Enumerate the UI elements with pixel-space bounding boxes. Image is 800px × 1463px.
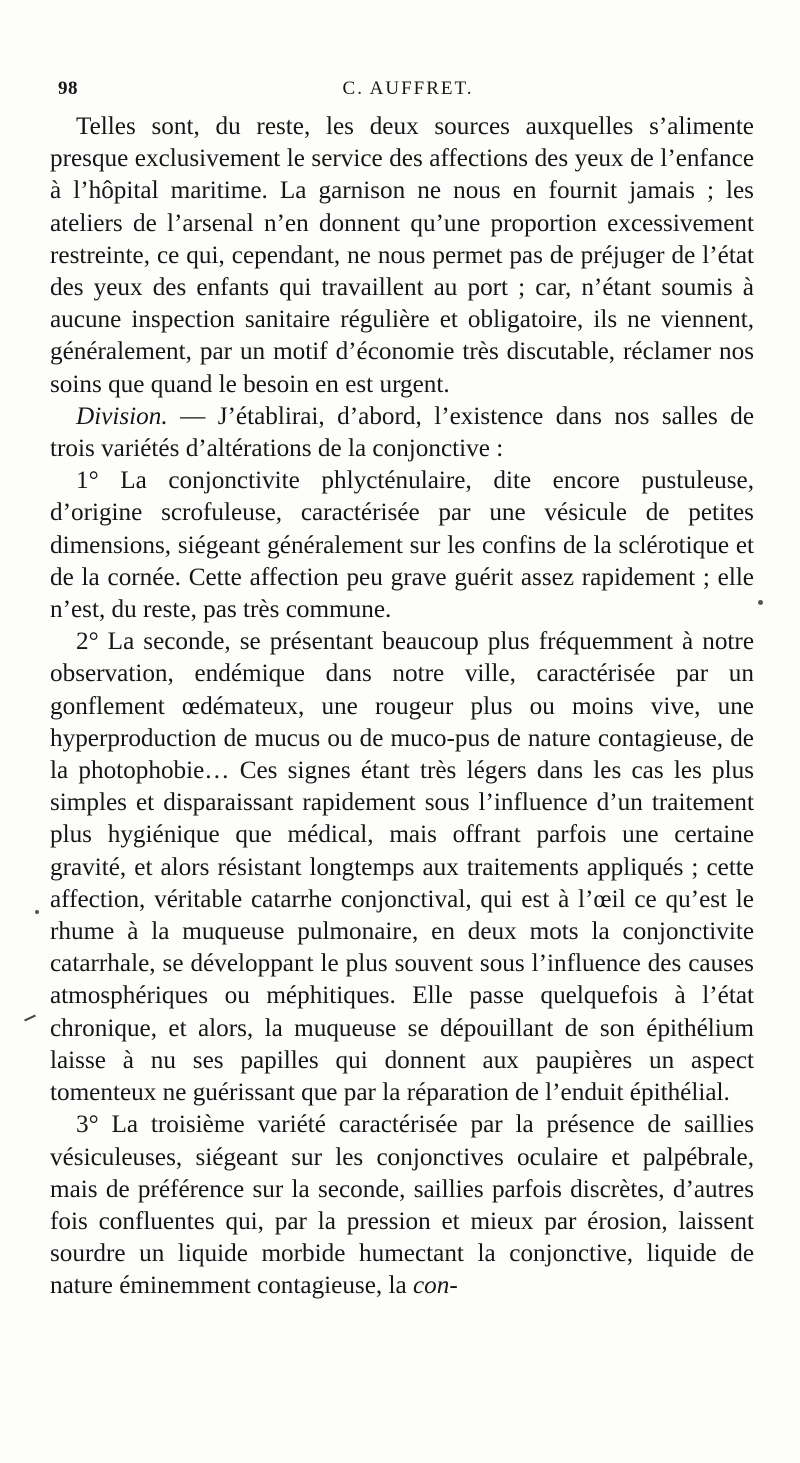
page-number: 98 [58, 78, 78, 99]
paragraph-text: 3° La troisième variété caractérisée par la présence de saillies vésiculeuses, siégeant sur les conjonctives oculaire et palpébrale, mais de préférence sur la seconde, saillies parfois discrètes, d’autres fois confluentes qui, par la pression et mieux par érosion, laissent sourdre un liquide morbide humectant la conjonctive, liquide de nature éminemment contagieuse, la [50, 1111, 754, 1300]
page-header [58, 70, 758, 110]
paragraph [50, 1109, 754, 1302]
body-text [50, 111, 754, 1303]
paragraph [50, 401, 754, 465]
paragraph-text: 1° La conjonctivite phlycténulaire, dite encore pustuleuse, d’origine scrofuleuse, caractérisée par une vésicule de petites dimensions, siégeant généralement sur les confins de la sclérotique et de la cornée. Cette affection peu grave guérit assez rapidement ; elle n’est, du reste, pas très commune. [50, 467, 754, 624]
paragraph [50, 465, 754, 626]
paragraph [50, 111, 754, 401]
paragraph-text: Telles sont, du reste, les deux sources auxquelles s’alimente presque exclusivement le service des affections des yeux de l’enfance à l’hôpital maritime. La garnison ne nous en fournit jamais ; les ateliers de l’arsenal n’en donnent qu’une proportion excessivement restreinte, ce qui, cependant, ne nous permet pas de préjuger de l’état des yeux des enfants qui travaillent au port ; car, n’étant soumis à aucune inspection sanitaire régulière et obligatoire, ils ne viennent, généralement, par un motif d’économie très discutable, réclamer nos soins que quand le besoin en est urgent. [50, 113, 754, 398]
margin-dash-mark [24, 1015, 36, 1022]
paragraph-text: — J’établirai, d’abord, l’existence dans nos salles de trois variétés d’altérations de la conjonctive : [50, 402, 754, 463]
paragraph-text: 2° La seconde, se présentant beaucoup plus fréquemment à notre observation, endémique dans notre ville, caractérisée par un gonflement œdémateux, une rougeur plus ou moins vive, une hyperproduction de mucus ou de muco-pus de nature contagieuse, de la photophobie… Ces signes étant très légers dans les cas les plus simples et disparaissant rapidement sous l’influence d’un traitement plus hygiénique que médical, mais offrant parfois une certaine gravité, et alors résistant longtemps aux traitements appliqués ; cette affection, véritable catarrhe conjonctival, qui est à l’œil ce qu’est le rhume à la muqueuse pulmonaire, en deux mots la conjonctivite catarrhale, se développant le plus souvent sous l’influence des causes atmosphériques ou méphitiques. Elle passe quelquefois à l’état chronique, et alors, la muqueuse se dépouillant de son épithélium laisse à nu ses papilles qui donnent aux paupières un aspect tomenteux ne guérissant que par la réparation de l’enduit épithélial. [50, 628, 754, 1107]
margin-speck [758, 600, 763, 605]
paragraph-tail: con- [412, 1272, 458, 1300]
paragraph-lead: Division. [76, 402, 168, 430]
margin-speck [35, 910, 39, 914]
paragraph [50, 626, 754, 1109]
running-head: C. AUFFRET. [342, 78, 474, 99]
